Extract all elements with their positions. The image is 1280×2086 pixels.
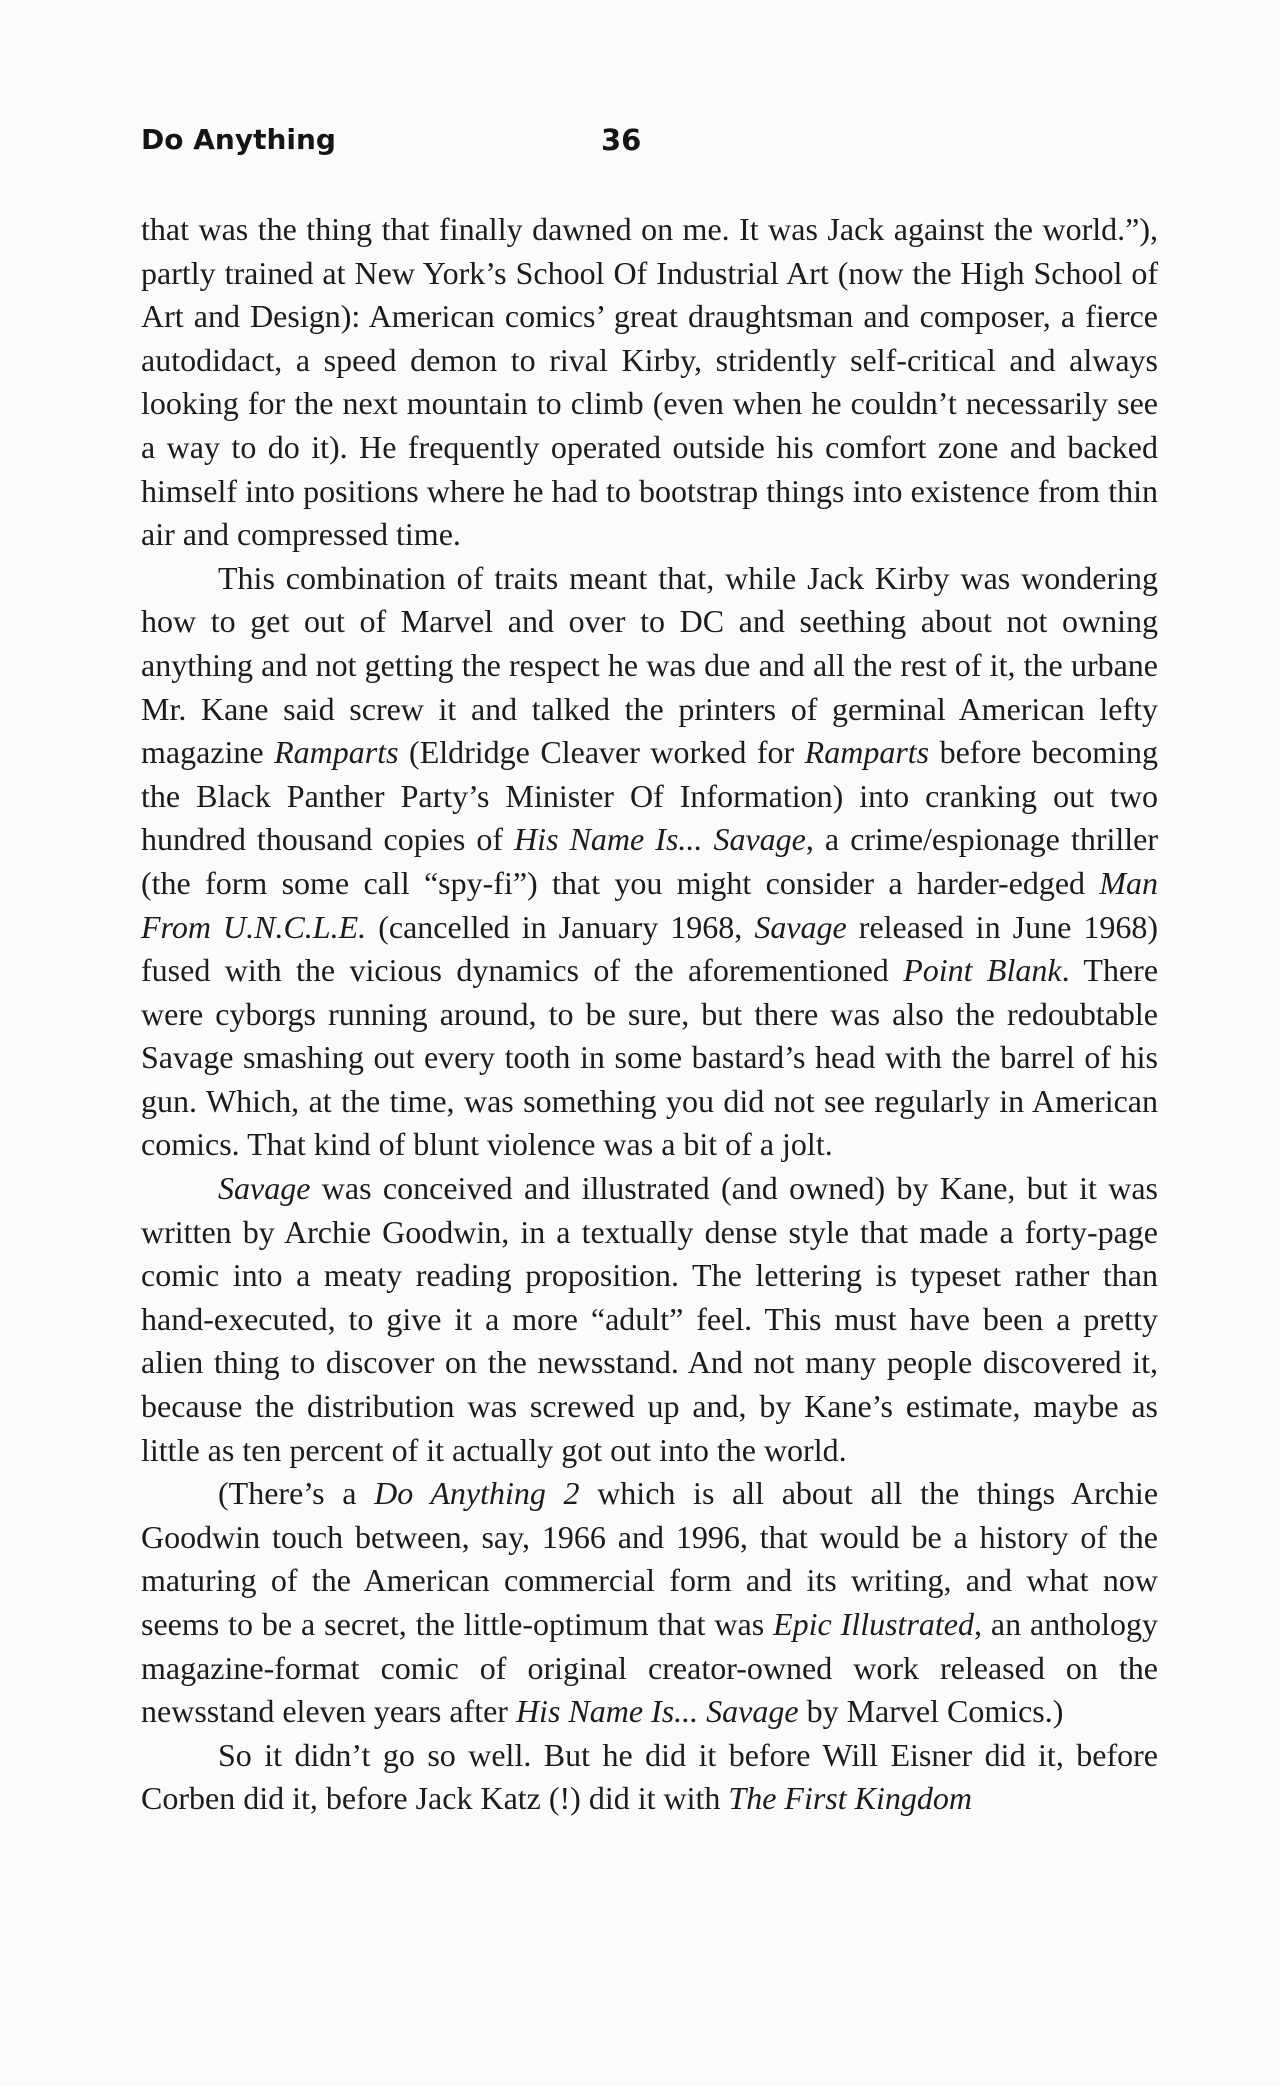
text-run: This combination of traits meant that, while Jack Kirby was wondering how to get out of Marvel and over to DC and seething about not owning anything and not getting the respect he was due and all the rest of it, the urbane Mr. Kane said screw it and talked the printers of germinal American lefty magazine bbox=[141, 559, 1158, 771]
text-run: So it didn’t go so well. But he did it before Will Eisner did it, before Corben did it, before Jack Katz (!) did it with bbox=[141, 1736, 1158, 1817]
text-run: by Marvel Comics.) bbox=[798, 1693, 1064, 1730]
text-run: which is all about all the things Archie Goodwin touch between, say, 1966 and 1996, that would be a history of the maturing of the American commercial form and its writing, and what now seems to be a secret, the little-optimum that was bbox=[141, 1475, 1159, 1642]
paragraph bbox=[141, 1734, 1158, 1821]
text-run: released in June 1968) fused with the vicious dynamics of the aforementioned bbox=[141, 908, 1159, 989]
text-run: , a crime/espionage thriller (the form some call “spy-fi”) that you might consider a harder-edged bbox=[141, 821, 1159, 901]
italic-title: His Name Is... Savage bbox=[515, 1693, 799, 1730]
italic-title: Ramparts bbox=[804, 734, 930, 771]
text-run: , an anthology magazine-format comic of original creator-owned work released on the newsstand eleven years after bbox=[141, 1606, 1159, 1730]
italic-title: Point Blank bbox=[903, 952, 1062, 989]
body-text bbox=[141, 208, 1158, 1821]
running-title: Do Anything bbox=[141, 123, 336, 156]
italic-title: Savage bbox=[218, 1170, 311, 1207]
italic-title: Ramparts bbox=[274, 734, 399, 771]
paragraph bbox=[141, 1472, 1158, 1734]
text-run: (cancelled in January 1968, bbox=[366, 908, 755, 945]
italic-title: Epic Illustrated bbox=[773, 1606, 974, 1642]
text-run: (There’s a bbox=[218, 1475, 375, 1512]
italic-title: The First Kingdom bbox=[728, 1780, 972, 1817]
text-run: . There were cyborgs running around, to be sure, but there was also the redoubtable Savage smashing out every tooth in some bastard’s head with the barrel of his gun. Which, at the time, was something you did not see regularly in American comics. That kind of blunt violence was a bit of a jolt. bbox=[141, 952, 1159, 1163]
italic-title: Do Anything 2 bbox=[374, 1475, 580, 1512]
italic-title: His Name Is... Savage bbox=[514, 821, 806, 858]
paragraph bbox=[141, 1167, 1158, 1472]
page-number: 36 bbox=[601, 123, 642, 157]
page-header bbox=[141, 123, 1151, 163]
text-run: was conceived and illustrated (and owned) by Kane, but it was written by Archie Goodwin, in a textually dense style that made a forty-page comic into a meaty reading proposition. The lettering is typeset rather than hand-executed, to give it a more “adult” feel. This must have been a pretty alien thing to discover on the newsstand. And not many people discovered it, because the distribution was screwed up and, by Kane’s estimate, maybe as little as ten percent of it actually got out into the world. bbox=[141, 1170, 1158, 1468]
paragraph bbox=[141, 557, 1158, 1167]
text-run: (Eldridge Cleaver worked for bbox=[398, 734, 805, 771]
italic-title: Savage bbox=[754, 908, 847, 945]
paragraph bbox=[141, 208, 1158, 557]
text-run: that was the thing that finally dawned on me. It was Jack against the world.”), partly trained at New York’s School Of Industrial Art (now the High School of Art and Design): American comics’ great draughtsman and composer, a fierce autodidact, a speed demon to rival Kirby, stridently self-critical and always looking for the next mountain to climb (even when he couldn’t necessarily see a way to do it). He frequently operated outside his comfort zone and backed himself into positions where he had to bootstrap things into existence from thin air and compressed time. bbox=[141, 211, 1158, 553]
text-run: before becoming the Black Panther Party’s Minister Of Information) into cranking out two hundred thousand copies of bbox=[141, 734, 1159, 858]
italic-title: Man From U.N.C.L.E. bbox=[141, 864, 1158, 945]
